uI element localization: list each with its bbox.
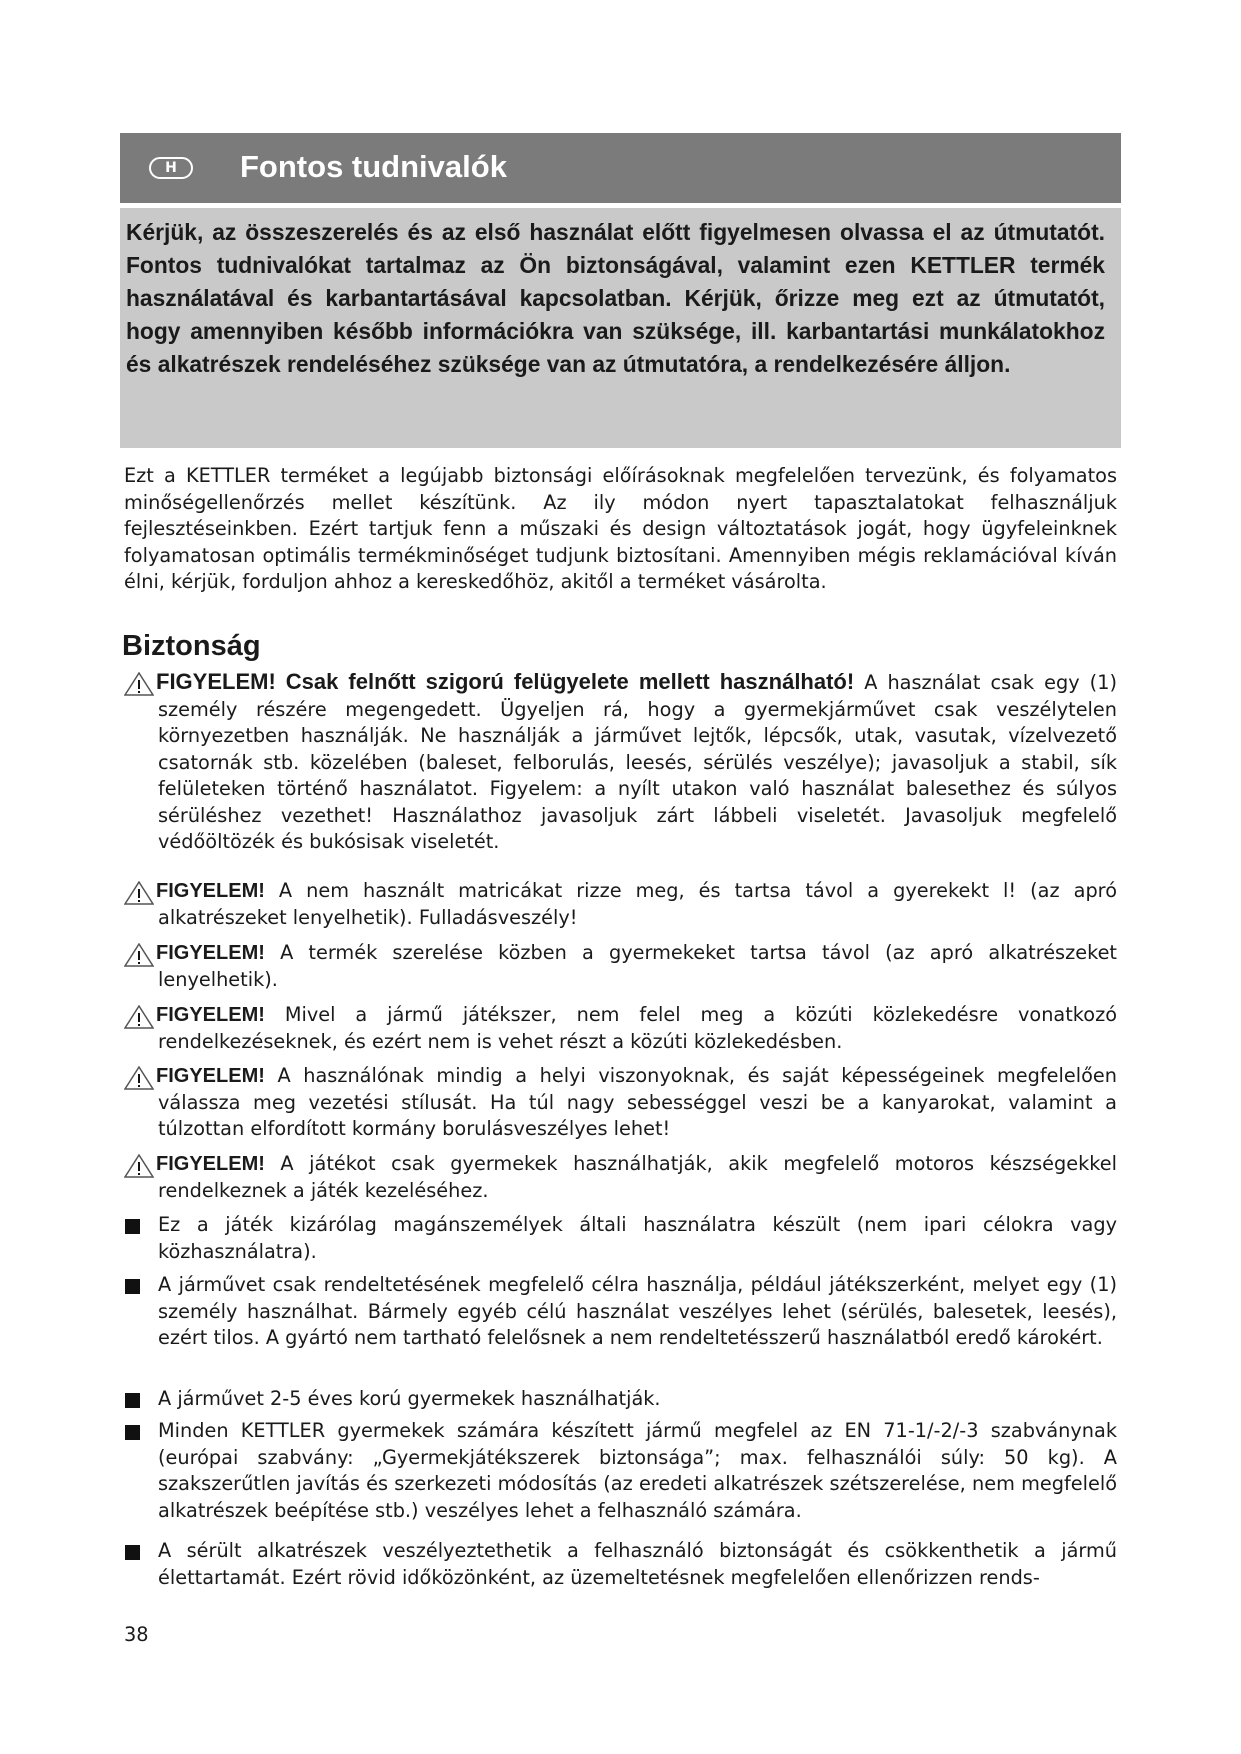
warning-item	[124, 1151, 1117, 1204]
page-title: Fontos tudnivalók	[240, 149, 507, 184]
body-paragraph: Ezt a KETTLER terméket a legújabb biztonsági előírásoknak megfelelően tervezünk, és folyamatos minőségellenőrzés mellet készítünk. Az ily módon nyert tapasztalatokat felhasználjuk fejlesztéseinkben. Ezért tartjuk fenn a műszaki és design változtatások jogát, hogy ügyfeleinknek folyamatosan optimális termékminőséget tudjunk biztosítani. Amennyiben mégis reklamációval kíván élni, kérjük, forduljon ahhoz a kereskedőhöz, akitől a terméket vásárolta.	[124, 464, 1117, 593]
warning-triangle-icon	[124, 1066, 154, 1090]
header-bar	[120, 133, 1121, 203]
warning-triangle-icon	[124, 672, 154, 696]
list-item	[124, 1212, 1117, 1265]
list-item-text: Minden KETTLER gyermekek számára készített jármű megfelel az EN 71-1/-2/-3 szabványnak (európai szabvány: „Gyermekjátékszerek biztonsága”; max. felhasználói súly: 50 kg). A szakszerűtlen javítás és szerkezeti módosítás (az eredeti alkatrészek szétszerelése, nem megfelelő alkatrészek beépítése stb.) veszélyes lehet a felhasználó számára.	[158, 1419, 1117, 1522]
list-item-text: A járművet csak rendeltetésének megfelelő célra használja, például játékszerként, melyet egy (1) személy használhat. Bármely egyéb célú használat veszélyes lehet (sérülés, balesetek, leesés), ezért tilos. A gyártó nem tartható felelősnek a nem rendeltetésszerű használatból eredő károkért.	[158, 1273, 1117, 1349]
warning-triangle-icon	[124, 1154, 154, 1178]
bullet-square-icon	[125, 1279, 140, 1294]
warning-lead: FIGYELEM! Csak felnőtt szigorú felügyelete mellett használható!	[156, 669, 855, 694]
list-item-text: A járművet 2-5 éves korú gyermekek használhatják.	[158, 1387, 661, 1410]
bullet-square-icon	[125, 1393, 140, 1408]
warning-lead: FIGYELEM!	[156, 1004, 265, 1026]
warning-text: Mivel a jármű játékszer, nem felel meg a közúti közlekedésre vonatkozó rendelkezéseknek, és ezért nem is vehet részt a közúti közlekedésben.	[158, 1003, 1117, 1053]
warning-triangle-icon	[124, 881, 154, 905]
warning-item	[124, 1002, 1117, 1055]
warning-text: A termék szerelése közben a gyermekeket tartsa távol (az apró alkatrészeket lenyelhetik).	[158, 941, 1117, 991]
warning-triangle-icon	[124, 1005, 154, 1029]
section-title: Biztonság	[122, 630, 261, 662]
list-item-text: Ez a játék kizárólag magánszemélyek általi használatra készült (nem ipari célokra vagy közhasználatra).	[158, 1213, 1117, 1263]
list-item	[124, 1418, 1117, 1524]
bullet-square-icon	[125, 1219, 140, 1234]
warning-lead: FIGYELEM!	[156, 880, 265, 902]
warning-text: A nem használt matricákat rizze meg, és tartsa távol a gyerekekt l! (az apró alkatrészeket lenyelhetik). Fulladásveszély!	[158, 879, 1117, 929]
warning-lead: FIGYELEM!	[156, 1153, 265, 1175]
language-badge: H	[149, 157, 193, 179]
warning-item	[124, 878, 1117, 931]
warning-item	[124, 940, 1117, 993]
intro-box: Kérjük, az összeszerelés és az első használat előtt figyelmesen olvassa el az útmutatót. Fontos tudnivalókat tartalmaz az Ön biztonságával, valamint ezen KETTLER termék használatával és karbantartásával kapcsolatban. Kérjük, őrizze meg ezt az útmutatót, hogy amennyiben később információkra van szüksége, ill. karbantartási munkálatokhoz és alkatrészek rendeléséhez szüksége van az útmutatóra, a rendelkezésére álljon.	[120, 208, 1121, 448]
warning-triangle-icon	[124, 943, 154, 967]
warning-text: A használat csak egy (1) személy részére megengedett. Ügyeljen rá, hogy a gyermekjárművet csak veszélytelen környezetben használják. Ne használják a járművet lejtők, lépcsők, utak, vasutak, vízelvezető csatornák stb. közelében (baleset, felborulás, leesés, sérülés veszélye); javasoljuk a stabil, sík felületeken történő használatot. Figyelem: a nyílt utakon való használat balesethez és súlyos sérüléshez vezethet! Használathoz javasoljuk zárt lábbeli viseletét. Javasoljuk megfelelő védőöltözék és bukósisak viseletét.	[158, 671, 1117, 853]
page-number: 38	[124, 1623, 149, 1646]
bullet-square-icon	[125, 1545, 140, 1560]
warning-lead: FIGYELEM!	[156, 942, 265, 964]
warning-text: A játékot csak gyermekek használhatják, akik megfelelő motoros készségekkel rendelkeznek a játék kezeléséhez.	[158, 1152, 1117, 1202]
list-item	[124, 1538, 1117, 1591]
bullet-square-icon	[125, 1425, 140, 1440]
warning-item	[124, 1063, 1117, 1143]
warning-text: A használónak mindig a helyi viszonyoknak, és saját képességeinek megfelelően válassza meg vezetési stílusát. Ha túl nagy sebességgel veszi be a kanyarokat, valamint a túlzottan elfordított kormány borulásveszélyes lehet!	[158, 1064, 1117, 1140]
list-item-text: A sérült alkatrészek veszélyeztethetik a felhasználó biztonságát és csökkenthetik a jármű élettartamát. Ezért rövid időközönként, az üzemeltetésnek megfelelően ellenőrizzen rends-	[158, 1539, 1117, 1589]
list-item	[124, 1272, 1117, 1352]
list-item	[124, 1386, 1117, 1413]
warning-item	[124, 669, 1117, 856]
warning-lead: FIGYELEM!	[156, 1065, 265, 1087]
